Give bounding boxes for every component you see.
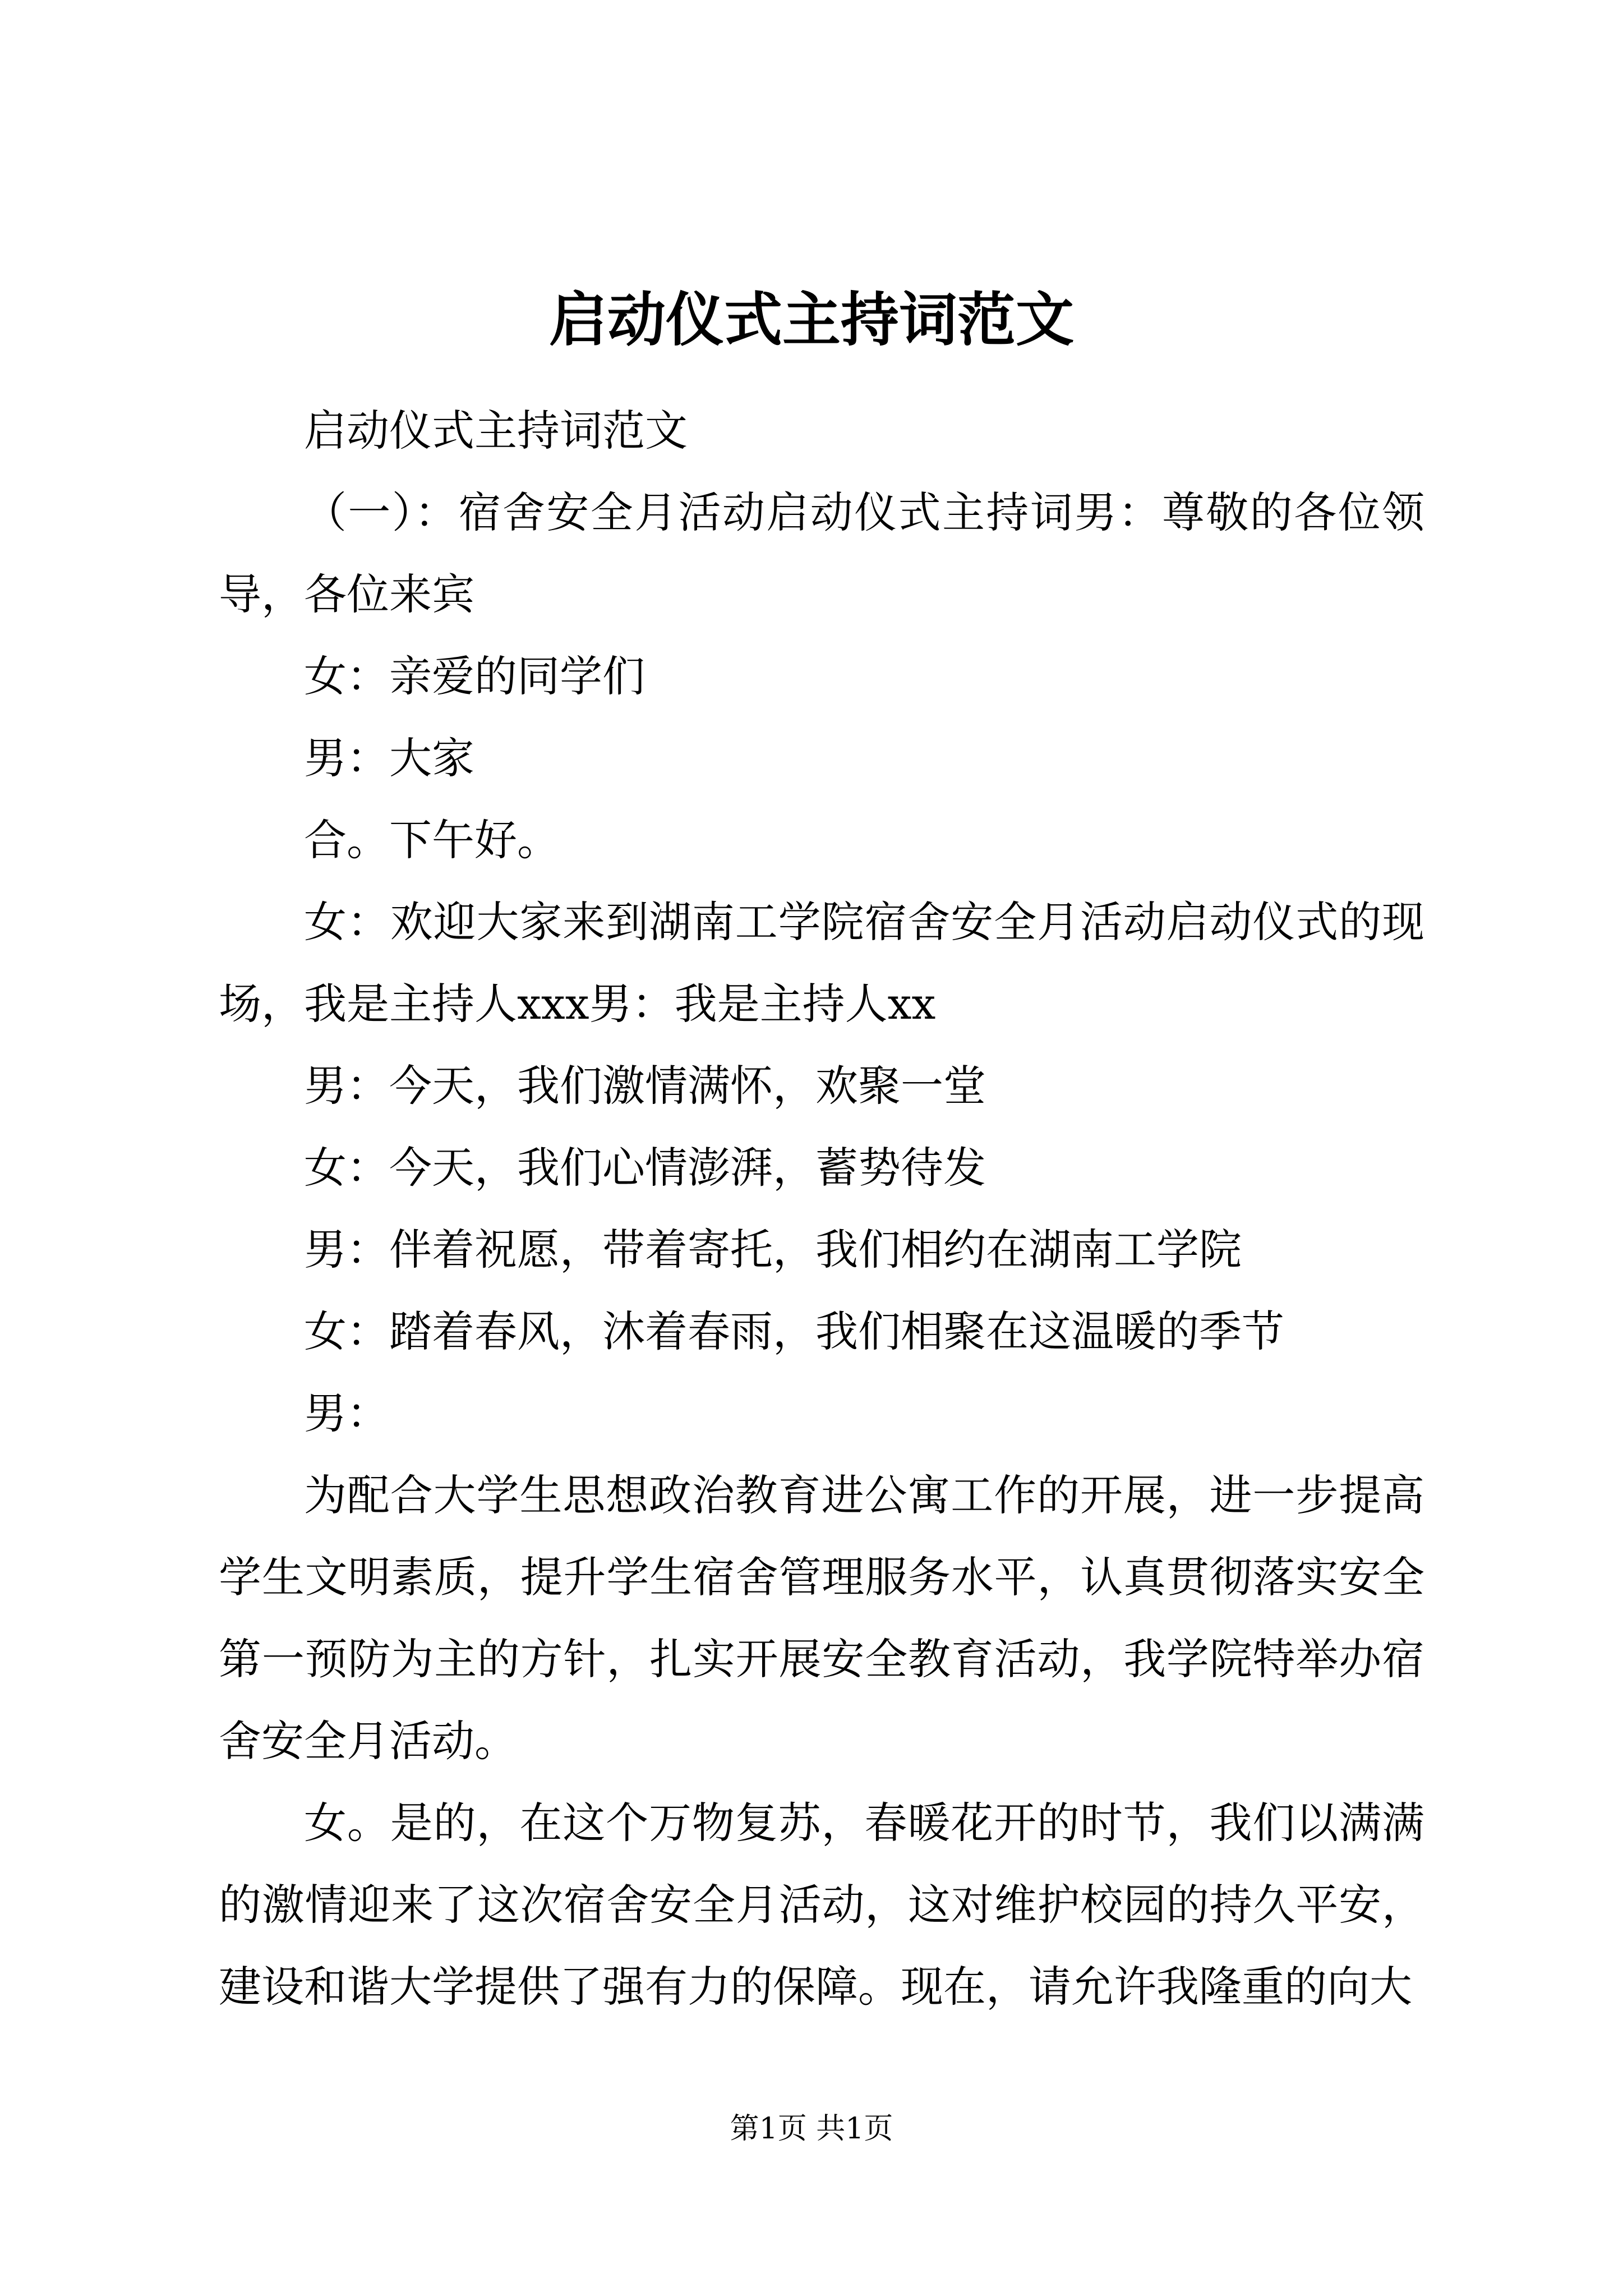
paragraph-line: 合。下午好。 [304,815,560,865]
paragraph-subtitle: 启动仪式主持词范文 [304,406,688,455]
document-body [219,390,1424,2028]
paragraph-line: 男：大家 [304,733,474,783]
paragraph-line: 女：今天，我们心情澎湃，蓄势待发 [304,1143,986,1193]
paragraph-body: 女。是的，在这个万物复苏，春暖花开的时节，我们以满满的激情迎来了这次宿舍安全月活动，这对维护校园的持久平安，建设和谐大学提供了强有力的保障。现在，请允许我隆重的向大 [219,1798,1424,2012]
paragraph-section-one: （一）：宿舍安全月活动启动仪式主持词男：尊敬的各位领导，各位来宾 [219,487,1424,619]
paragraph-line: 男：伴着祝愿，带着寄托，我们相约在湖南工学院 [304,1225,1242,1274]
paragraph-line: 女：亲爱的同学们 [304,651,645,701]
paragraph-line: 男：今天，我们激情满怀，欢聚一堂 [304,1061,986,1111]
paragraph-body: 为配合大学生思想政治教育进公寓工作的开展，进一步提高学生文明素质，提升学生宿舍管理服务水平，认真贯彻落实安全第一预防为主的方针，扎实开展安全教育活动，我学院特举办宿舍安全月活动。 [219,1470,1424,1766]
paragraph-line: 女：欢迎大家来到湖南工学院宿舍安全月活动启动仪式的现场，我是主持人xxx男：我是主持人xx [219,897,1424,1029]
paragraph-line: 男： [304,1388,389,1438]
page-footer: 第1页 共1页 [730,2112,893,2146]
document-title: 启动仪式主持词范文 [548,285,1074,354]
paragraph-line: 女：踏着春风，沐着春雨，我们相聚在这温暖的季节 [304,1306,1284,1356]
